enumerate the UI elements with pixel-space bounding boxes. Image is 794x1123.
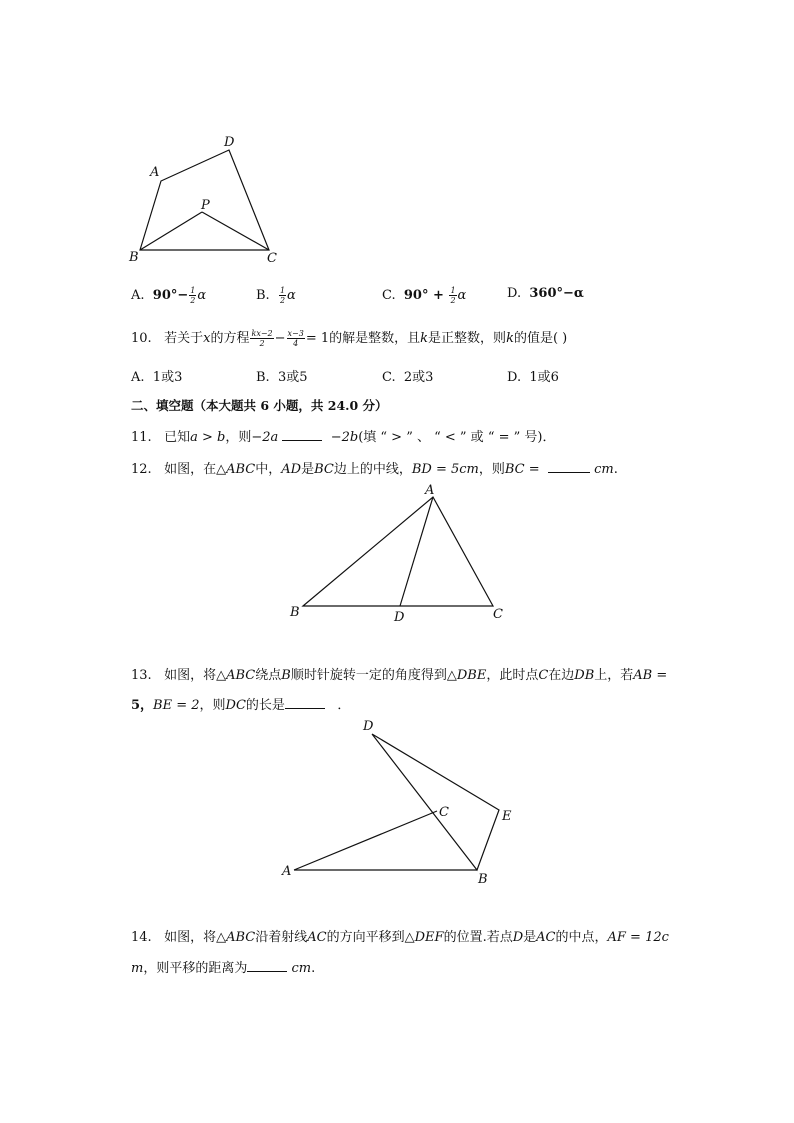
q10-option-d: D. 1或6 [507,370,559,385]
segment-pc [202,212,269,250]
q11-stem: 11. 已知a > b，则−2a −2b(填 “ > ” 、 “ < ” 或 “ = ” 号)． [131,430,556,445]
answer-blank[interactable] [548,460,590,473]
label-b: B [478,872,488,887]
triangle-dbe [372,734,499,870]
label-c: C [493,607,503,622]
q10-option-a: A. 1或3 [131,370,183,385]
triangle-abc [303,497,493,606]
q9-option-a: A. 90°− $\frac{1}{2}$ α [131,286,207,305]
segment-ac [294,811,437,870]
label-p: P [201,198,210,213]
q14-stem-line2: m，则平移的距离为 cm. [131,961,316,976]
q12-stem: 12. 如图，在△ABC中，AD是BC边上的中线，BD = 5cm，则BC = cm. [131,462,618,477]
q14-stem: 14. 如图，将△ABC沿着射线AC的方向平移到△DEF的位置.若点D是AC的中点，AF = 12c [131,930,669,945]
answer-blank[interactable] [247,959,287,972]
segment-ad [400,497,433,606]
label-b: B [129,250,139,265]
figure-quadrilateral [120,130,290,270]
label-a: A [425,483,435,498]
section-heading: 二、填空题（本大题共 6 小题，共 24.0 分） [131,398,388,413]
label-b: B [290,605,300,620]
label-a: A [150,165,160,180]
q9-option-c: C. 90° + $\frac{1}{2}$ α [382,286,467,305]
answer-blank[interactable] [282,428,322,441]
label-a: A [282,864,292,879]
q10-option-c: C. 2或3 [382,370,434,385]
label-d: D [363,719,374,734]
label-e: E [502,809,512,824]
q9-option-d: D. 360°−α [507,286,584,301]
q13-stem: 13. 如图，将△ABC绕点B顺时针旋转一定的角度得到△DBE，此时点C在边DB上，若AB = [131,668,668,683]
q9-option-b: B. $\frac{1}{2}$ α [256,286,296,305]
label-d: D [224,135,235,150]
label-d: D [394,610,405,625]
answer-blank[interactable] [285,696,325,709]
figure-triangle-median [285,478,515,628]
q10-option-b: B. 3或5 [256,370,308,385]
label-c: C [439,805,449,820]
figure-rotation [278,715,518,890]
q10-stem: 10. 若关于x的方程 $\frac{kx-2}{2}$ − $\frac{x-3}{4}$ = 1的解是整数，且k是正整数，则k的值是( ) [131,329,568,348]
label-c: C [267,251,277,266]
q13-stem-line2: 5，BE = 2，则DC的长是 ． [131,698,351,713]
